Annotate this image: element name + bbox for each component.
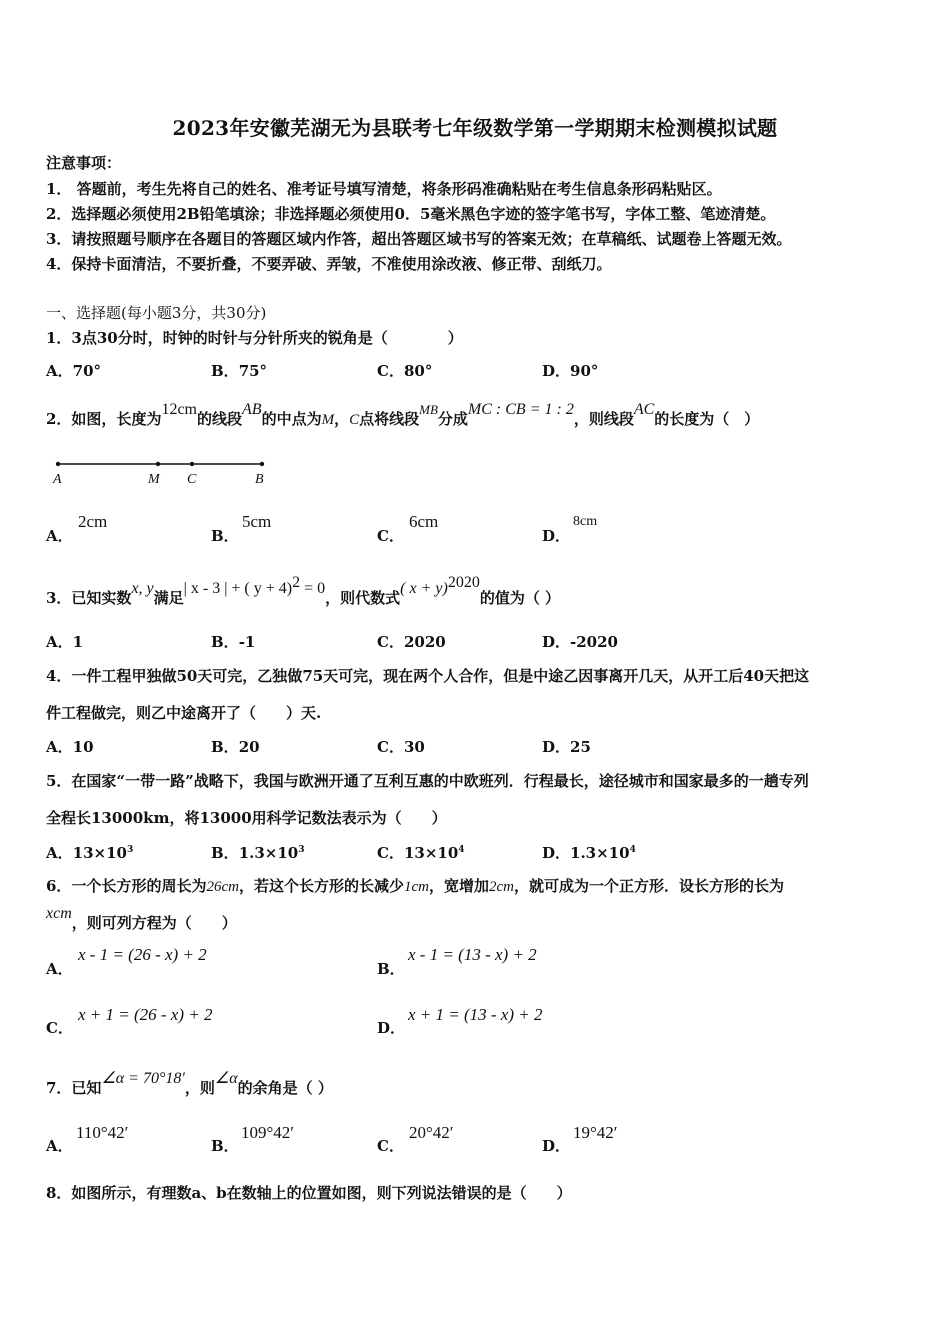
notice-item: 4．保持卡面清洁，不要折叠，不要弄破、弄皱，不准使用涂改液、修正带、刮纸刀。	[46, 255, 612, 273]
question-5-line-1: 5．在国家“一带一路”战略下，我国与欧洲开通了互利互惠的中欧班列．行程最长，途径城市和国家最多的一趟专列	[46, 772, 809, 790]
q6-option-c: C．	[46, 1019, 73, 1037]
q7-option-d-value: 19°42′	[573, 1123, 618, 1142]
q7-option-d: D．	[542, 1137, 571, 1155]
q7-option-b-value: 109°42′	[241, 1123, 295, 1142]
q5-option-d: D．$1.3\times 10^4$	[542, 844, 636, 862]
q2-option-b-value: 5cm	[242, 512, 272, 531]
q4-option-d: D．25	[542, 738, 591, 756]
q3-option-d: D．-2020	[542, 633, 618, 651]
q4-option-c: C．30	[377, 738, 425, 756]
q2-option-d-value: 8cm	[573, 514, 598, 529]
q1-option-c: C．80°	[377, 362, 433, 380]
q2-option-d: D．	[542, 527, 571, 545]
point-a	[56, 462, 60, 466]
question-4-line-2: 件工程做完，则乙中途离开了（ ）天.	[46, 704, 322, 722]
question-4-line-1: 4．一件工程甲独做50天可完，乙独做75天可完，现在两个人合作，但是中途乙因事离开几天，从开工后40天把这	[46, 667, 810, 685]
question-6-line-2: xcm，则可列方程为（ ）	[46, 905, 237, 932]
q7-option-a-value: 110°42′	[76, 1123, 129, 1142]
question-2: 2．如图，长度为12cm的线段AB的中点为M，C点将线段MB分成MC : CB = 1 : 2，则线段AC的长度为（ ）	[46, 401, 760, 428]
label-m: M	[148, 472, 160, 487]
notice-item: 3．请按照题号顺序在各题目的答题区域内作答，超出答题区域书写的答案无效；在草稿纸、试题卷上答题无效。	[46, 230, 792, 248]
point-b	[260, 462, 264, 466]
q1-option-d: D．90°	[542, 362, 599, 380]
point-c	[190, 462, 194, 466]
q1-option-a: A．70°	[46, 362, 102, 380]
page-title: 2023年安徽芜湖无为县联考七年级数学第一学期期末检测模拟试题	[172, 116, 778, 140]
question-3: 3．已知实数x, y满足| x - 3 | + ( y + 4)$^2$ = 0，则代数式( x + y)$^{2020}$的值为（ ）	[46, 574, 561, 607]
q6-option-d-value: x + 1 = (13 - x) + 2	[408, 1005, 543, 1024]
label-a: A	[53, 472, 62, 487]
q2-option-c-value: 6cm	[409, 512, 439, 531]
q6-option-a-value: x - 1 = (26 - x) + 2	[78, 945, 207, 964]
section-heading: 一、选择题(每小题3分，共30分)	[46, 304, 267, 322]
q3-option-c: C．2020	[377, 633, 446, 651]
q1-option-b: B．75°	[211, 362, 268, 380]
q2-option-b: B．	[211, 527, 239, 545]
q7-option-a: A．	[46, 1137, 73, 1155]
notice-item: 2．选择题必须使用2B铅笔填涂；非选择题必须使用0．5毫米黑色字迹的签字笔书写，字体工整、笔迹清楚。	[46, 205, 776, 223]
q6-option-c-value: x + 1 = (26 - x) + 2	[78, 1005, 213, 1024]
label-c: C	[187, 472, 197, 487]
q3-option-a: A．1	[46, 633, 84, 651]
segment-diagram	[50, 455, 280, 495]
notice-item: 1． 答题前，考生先将自己的姓名、准考证号填写清楚，将条形码准确粘贴在考生信息条形码粘贴区。	[46, 180, 722, 198]
question-6-line-1: 6．一个长方形的周长为26cm，若这个长方形的长减少1cm，宽增加2cm，就可成为一个正方形．设长方形的长为	[46, 877, 784, 895]
question-1: 1．3点30分时，时钟的时针与分针所夹的锐角是（ ）	[46, 329, 463, 347]
question-8: 8．如图所示，有理数a、b在数轴上的位置如图，则下列说法错误的是（ ）	[46, 1184, 572, 1202]
q6-option-b: B．	[377, 960, 405, 978]
q5-option-c: C．$13\times 10^4$	[377, 844, 465, 862]
q5-option-a: A．$13\times 10^3$	[46, 844, 134, 862]
q6-option-a: A．	[46, 960, 73, 978]
q4-option-a: A．10	[46, 738, 94, 756]
q6-option-d: D．	[377, 1019, 406, 1037]
q2-option-a: A．	[46, 527, 73, 545]
q2-option-a-value: 2cm	[78, 512, 108, 531]
point-m	[156, 462, 160, 466]
label-b: B	[255, 472, 264, 487]
question-5-line-2: 全程长13000km，将13000用科学记数法表示为（ ）	[46, 809, 447, 827]
q2-option-c: C．	[377, 527, 404, 545]
question-7: 7．已知∠α = 70°18′，则∠α的余角是（ ）	[46, 1070, 333, 1097]
notice-heading: 注意事项：	[46, 154, 122, 172]
q5-option-b: B．$1.3\times 10^3$	[211, 844, 305, 862]
q7-option-c: C．	[377, 1137, 404, 1155]
q6-option-b-value: x - 1 = (13 - x) + 2	[408, 945, 537, 964]
q3-option-b: B．-1	[211, 633, 256, 651]
q4-option-b: B．20	[211, 738, 260, 756]
q7-option-c-value: 20°42′	[409, 1123, 454, 1142]
q7-option-b: B．	[211, 1137, 239, 1155]
